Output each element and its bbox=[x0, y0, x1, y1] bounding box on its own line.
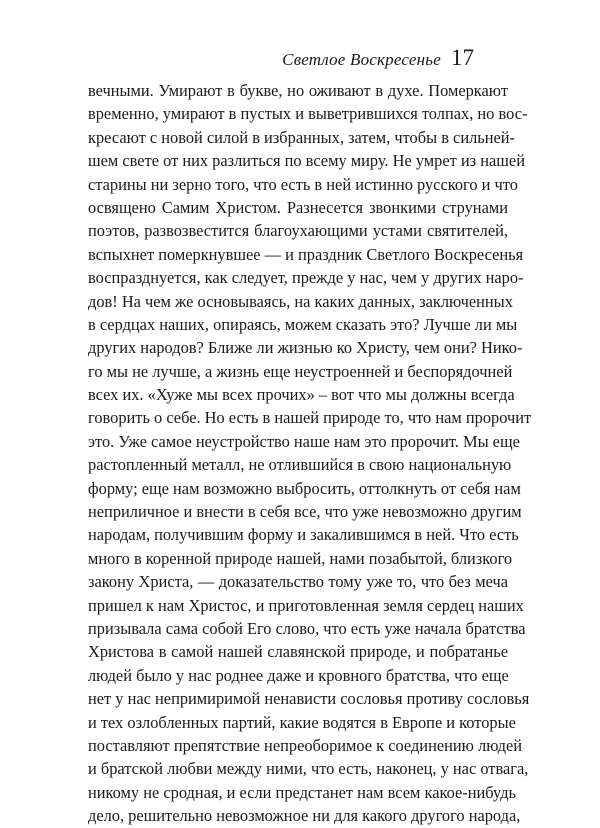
text-line: старины ни зерно того, что есть в ней истинно русского и что bbox=[88, 174, 518, 194]
text-line: го мы не лучше, а жизнь еще неустроенней и беспорядочней bbox=[88, 361, 513, 381]
body-text bbox=[88, 79, 532, 828]
text-line: дело, решительно невозможное ни для какого другого народа, bbox=[88, 806, 521, 826]
text-line: других народов? Ближе ли жизнью ко Христу, чем они? Нико- bbox=[88, 338, 523, 358]
text-line: дов! На чем же основываясь, на каких данных, заключенных bbox=[88, 291, 513, 311]
text-line: говорить о себе. Но есть в нашей природе то, что нам пророчит bbox=[88, 408, 532, 428]
text-line: вспыхнет померкнувшее — и праздник Светлого Воскресенья bbox=[88, 244, 524, 264]
text-line: никому не сродная, и если предстанет нам всем какое-нибудь bbox=[88, 782, 517, 802]
text-line: много в коренной природе нашей, нами позабытой, близкого bbox=[88, 548, 513, 568]
text-line: нет у нас непримиримой ненависти сословья противу сословья bbox=[88, 689, 530, 709]
text-line: людей было у нас роднее даже и кровного братства, что еще bbox=[88, 665, 509, 685]
text-line: народам, получившим форму и закалившимся в ней. Что есть bbox=[88, 525, 519, 545]
text-line: пришел к нам Христос, и приготовленная земля сердец наших bbox=[88, 595, 524, 615]
page-number: 17 bbox=[451, 45, 474, 70]
text-line: всех их. «Хуже мы всех прочих» – вот что мы должны всегда bbox=[88, 385, 515, 405]
text-line: форму; еще нам возможно выбросить, оттолкнуть от себя нам bbox=[88, 478, 521, 498]
text-line: поэтов, развозвестится благоухающими устами святителей, bbox=[88, 221, 508, 241]
text-line: воспразднуется, как следует, прежде у нас, чем у других наро- bbox=[88, 268, 524, 288]
text-line: шем свете от них разлиться по всему миру. Не умрет из нашей bbox=[88, 151, 525, 171]
text-line: закону Христа, — доказательство тому уже то, что без меча bbox=[88, 572, 508, 592]
text-line: и тех озлобленных партий, какие водятся в Европе и которые bbox=[88, 712, 516, 732]
text-line: и братской любви между ними, что есть, наконец, у нас отвага, bbox=[88, 759, 529, 779]
text-line: это. Уже самое неустройство наше нам это пророчит. Мы еще bbox=[88, 431, 520, 451]
text-line: неприличное и внести в себя все, что уже невозможно другим bbox=[88, 502, 522, 522]
text-line: кресают с новой силой в избранных, затем, чтобы в сильней- bbox=[88, 127, 516, 147]
text-line: призывала сама собой Его слово, что есть уже начала братства bbox=[88, 618, 526, 638]
text-line: в сердцах наших, опираясь, можем сказать это? Лучше ли мы bbox=[88, 314, 518, 334]
text-line: вечными. Умирают в букве, но оживают в духе. Померкают bbox=[88, 81, 508, 100]
running-head bbox=[282, 46, 474, 70]
running-head-title: Светлое Воскресенье bbox=[282, 50, 441, 69]
text-line: Христова в самой нашей славянской природе, и побратанье bbox=[88, 642, 508, 662]
text-line: поставляют препятствие непреоборимое к соединению людей bbox=[88, 735, 522, 755]
text-line: растопленный металл, не отлившийся в свою национальную bbox=[88, 455, 512, 475]
text-line: временно, умирают в пустых и выветрившихся толпах, но вос- bbox=[88, 104, 528, 124]
text-line: освящено Самим Христом. Разнесется звонкими струнами bbox=[88, 197, 508, 217]
